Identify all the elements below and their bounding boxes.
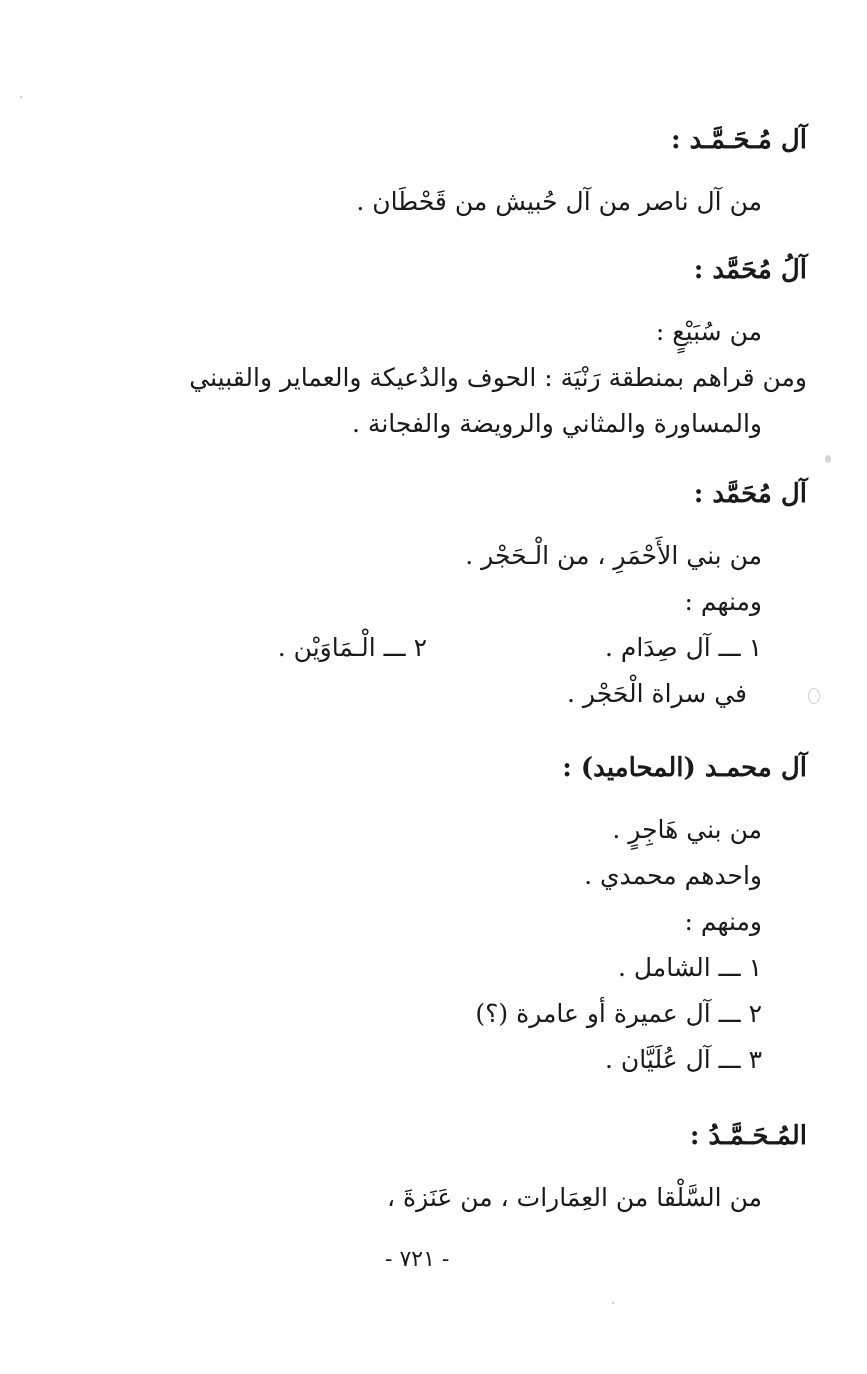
entry-line: واحدهم محمدي . (584, 861, 762, 890)
list-item: ٣ ـــ آل عُلَيَّان . (605, 1045, 762, 1074)
entry-line: ومنهم : (684, 907, 762, 936)
list-item: ١ ـــ الشامل . (617, 953, 762, 982)
list-item: ٢ ـــ الْـمَاوَيْن . (277, 633, 427, 662)
scan-speck (825, 455, 831, 463)
entry-heading: آلُ مُحَمَّد : (693, 255, 807, 285)
scan-speck (808, 688, 820, 704)
entry-line: من السَّلْقا من العِمَارات ، من عَنَزةَ ، (386, 1183, 762, 1212)
entry-heading: آل مُحَمَّد : (693, 479, 807, 509)
entry-line: من بني هَاجِرٍ . (612, 815, 762, 844)
entry-line: ومن قراهم بمنطقة رَنْيَة : الحوف والدُعيكة والعماير والقبيني (189, 363, 807, 392)
page-number: - ٧٢١ - (385, 1247, 450, 1272)
entry-heading: آل مُـحَـمَّـد : (670, 125, 807, 155)
entry-line: في سراة الْحَجْر . (567, 679, 747, 708)
entry-heading: المُـحَـمَّـدُ : (689, 1121, 807, 1151)
list-item: ١ ـــ آل صِدَام . (604, 633, 762, 662)
list-item: ٢ ـــ آل عميرة أو عامرة (؟) (475, 999, 762, 1028)
entry-heading: آل محمـد (المحاميد) : (562, 753, 807, 783)
entry-line: من آل ناصر من آل حُبيش من قَحْطَان . (356, 187, 762, 216)
scan-speck (612, 1302, 614, 1304)
entry-line: ومنهم : (684, 587, 762, 616)
entry-line: من سُبَيْعٍ : (655, 317, 762, 346)
entry-line: من بني الأَحْمَرِ ، من الْـحَجْر . (465, 541, 762, 570)
scan-speck (20, 96, 22, 98)
entry-line: والمساورة والمثاني والرويضة والفجانة . (352, 409, 762, 438)
